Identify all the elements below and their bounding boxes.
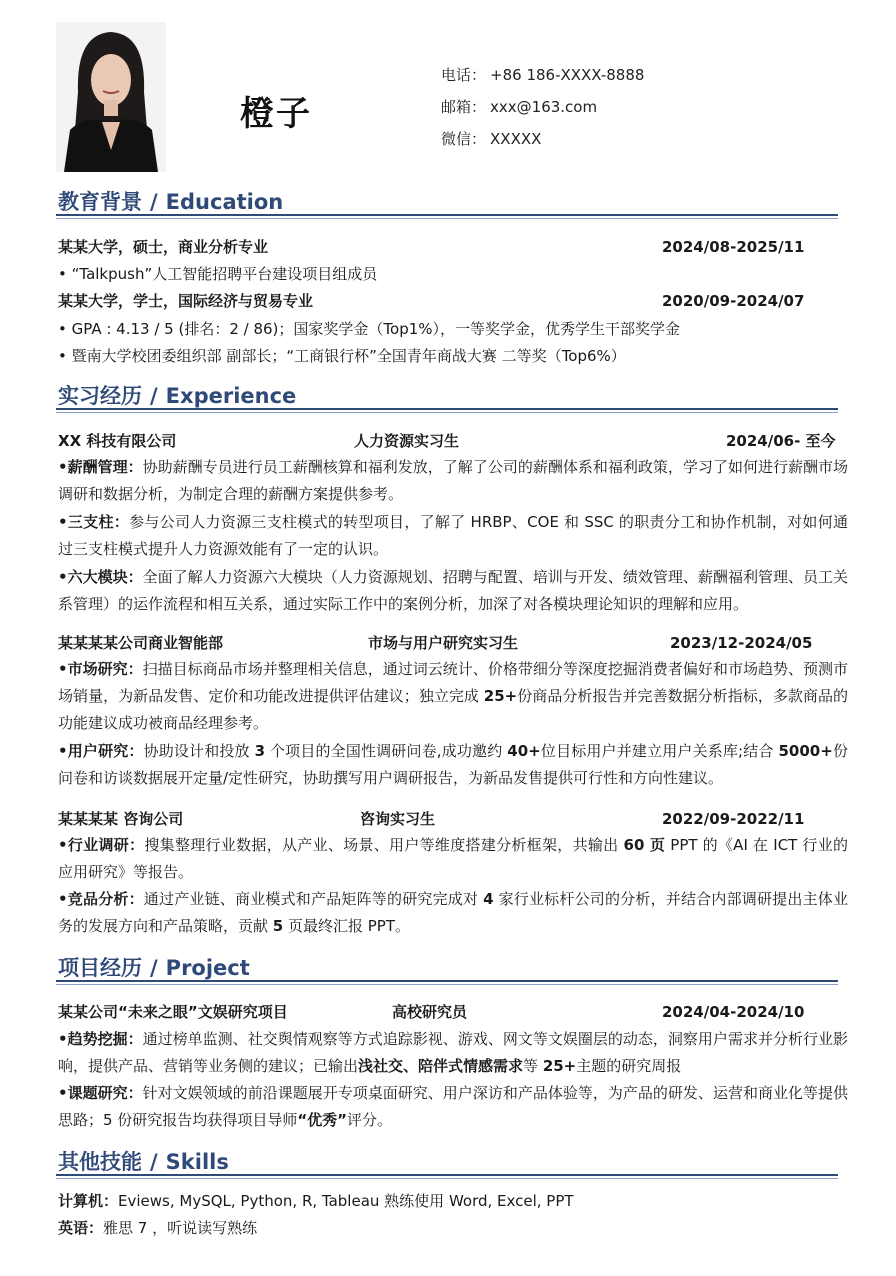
section-title-education	[58, 186, 283, 216]
profile-photo	[56, 22, 166, 172]
bullet-key: •用户研究：	[58, 742, 144, 760]
section-en: Project	[165, 956, 250, 980]
section-divider	[56, 408, 838, 413]
bullet-text: 等	[523, 1057, 543, 1075]
date-range: 2024/08-2025/11	[662, 238, 805, 256]
section-sep: /	[150, 1150, 158, 1174]
bullet-highlight: 5000+	[778, 742, 833, 760]
section-en: Experience	[165, 384, 297, 408]
bullet-text: 个项目的全国性调研问卷,成功邀约	[265, 742, 508, 760]
bullet-text: 协助设计和投放	[143, 742, 255, 760]
date-range: 2020/09-2024/07	[662, 292, 805, 310]
bullet-key: •行业调研：	[58, 836, 145, 854]
bullet-key: •趋势挖掘：	[58, 1030, 143, 1048]
project-role: 高校研究员	[392, 1003, 468, 1021]
bullet-text: 主题的研究周报	[576, 1057, 682, 1075]
bullet-highlight: 5	[272, 917, 284, 935]
education-bullet: • GPA : 4.13 / 5 (排名：2 / 86)；国家奖学金（Top1%），一等奖学金，优秀学生干部奖学金	[58, 320, 681, 338]
avatar	[56, 22, 166, 172]
school-name: 某某大学，硕士，商业分析专业	[58, 238, 269, 256]
bullet-key: •课题研究：	[58, 1084, 143, 1102]
job-header	[58, 810, 848, 828]
job-bullet	[58, 509, 848, 563]
phone-label: 电话：	[441, 66, 487, 84]
wechat-line	[441, 128, 541, 149]
date-range: 2024/06- 至今	[726, 432, 836, 450]
phone-line	[441, 64, 644, 85]
job-header	[58, 634, 848, 652]
section-divider	[56, 980, 838, 985]
bullet-text: 家行业标杆公司的分析，并结合内部调研提出主体业务的发展方向和产品策略，贡献	[58, 890, 848, 935]
phone-value: +86 186-XXXX-8888	[490, 66, 645, 84]
bullet-text: 针对文娱领域的前沿课题展开专项桌面研究、用户深访和产品体验等，为产品的研发、运营和商业化等提供思路；5 份研究报告均获得项目导师	[58, 1084, 848, 1129]
bullet-text: 通过榜单监测、社交舆情观察等方式追踪影视、游戏、网文等文娱圈层的动态，洞察用户需求并分析行业影响，提供产品、营销等业务侧的建议；已输出	[58, 1030, 848, 1075]
job-bullet	[58, 832, 848, 886]
job-header	[58, 432, 848, 450]
education-entry-header	[58, 238, 848, 256]
company-name: XX 科技有限公司	[58, 432, 177, 450]
education-entry-header	[58, 292, 848, 310]
section-cn: 教育背景	[58, 190, 142, 214]
bullet-highlight: 25+	[542, 1057, 577, 1075]
job-bullet	[58, 886, 848, 940]
section-en: Skills	[165, 1150, 229, 1174]
bullet-key: •三支柱：	[58, 513, 130, 531]
bullet-highlight: 浅社交、陪伴式情感需求	[358, 1057, 524, 1075]
section-sep: /	[150, 384, 158, 408]
job-bullet	[58, 738, 848, 792]
bullet-key: •市场研究：	[58, 660, 143, 678]
date-range: 2022/09-2022/11	[662, 810, 805, 828]
section-cn: 项目经历	[58, 956, 142, 980]
bullet-key: •薪酬管理：	[58, 458, 143, 476]
skills-computer	[58, 1190, 574, 1211]
project-header	[58, 1003, 848, 1021]
section-divider	[56, 1174, 838, 1179]
section-title-project	[58, 952, 250, 982]
job-role: 咨询实习生	[360, 810, 436, 828]
bullet-highlight: 25+	[483, 687, 518, 705]
skill-label: 英语：	[58, 1219, 104, 1237]
bullet-text: 搜集整理行业数据，从产业、场景、用户等维度搭建分析框架，共输出	[144, 836, 624, 854]
date-range: 2024/04-2024/10	[662, 1003, 805, 1021]
section-en: Education	[165, 190, 284, 214]
education-bullet: • 暨南大学校团委组织部 副部长；“工商银行杯”全国青年商战大赛 二等奖（Top6%）	[58, 347, 626, 365]
section-cn: 其他技能	[58, 1150, 142, 1174]
wechat-value: XXXXX	[490, 130, 542, 148]
bullet-text: 全面了解人力资源六大模块（人力资源规划、招聘与配置、培训与开发、绩效管理、薪酬福利管理、员工关系管理）的运作流程和相互关系，通过实际工作中的案例分析，加深了对各模块理论知识的理解和应用。	[58, 568, 848, 613]
section-title-experience	[58, 380, 296, 410]
project-bullet	[58, 1080, 848, 1134]
section-divider	[56, 214, 838, 219]
section-title-skills	[58, 1146, 229, 1176]
bullet-text: PPT 的《AI 在 ICT 行业的应用研究》等报告。	[58, 836, 848, 881]
bullet-highlight: 4	[483, 890, 494, 908]
bullet-highlight: 60 页	[623, 836, 666, 854]
email-line	[441, 96, 597, 117]
bullet-text: 位目标用户并建立用户关系库;结合	[540, 742, 779, 760]
email-value: xxx@163.com	[490, 98, 598, 116]
section-sep: /	[150, 956, 158, 980]
skill-value: 雅思 7 ，听说读写熟练	[103, 1219, 258, 1237]
bullet-text: 通过产业链、商业模式和产品矩阵等的研究完成对	[143, 890, 484, 908]
bullet-key: •六大模块：	[58, 568, 143, 586]
school-name: 某某大学，学士，国际经济与贸易专业	[58, 292, 314, 310]
bullet-text: 参与公司人力资源三支柱模式的转型项目，了解了 HRBP、COE 和 SSC 的职责分工和协作机制，对如何通过三支柱模式提升人力资源效能有了一定的认识。	[58, 513, 849, 558]
bullet-highlight: “优秀”	[297, 1111, 348, 1129]
job-bullet	[58, 656, 848, 737]
job-role: 人力资源实习生	[354, 432, 460, 450]
bullet-highlight: 3	[254, 742, 266, 760]
skills-english	[58, 1217, 257, 1238]
section-sep: /	[150, 190, 158, 214]
wechat-label: 微信：	[441, 130, 487, 148]
project-bullet	[58, 1026, 848, 1080]
job-bullet	[58, 564, 848, 618]
education-bullet: • “Talkpush”人工智能招聘平台建设项目组成员	[58, 265, 378, 283]
date-range: 2023/12-2024/05	[670, 634, 813, 652]
bullet-key: •竞品分析：	[58, 890, 144, 908]
bullet-text: 份商品分析报告并完善数据分析指标，多款商品的功能建议成功被商品经理参考。	[58, 687, 848, 732]
project-name: 某某公司“未来之眼”文娱研究项目	[58, 1003, 288, 1021]
company-name: 某某某某公司商业智能部	[58, 634, 224, 652]
company-name: 某某某某 咨询公司	[58, 810, 184, 828]
job-role: 市场与用户研究实习生	[368, 634, 519, 652]
bullet-text: 协助薪酬专员进行员工薪酬核算和福利发放，了解了公司的薪酬体系和福利政策，学习了如何进行薪酬市场调研和数据分析，为制定合理的薪酬方案提供参考。	[58, 458, 848, 503]
bullet-text: 页最终汇报 PPT。	[283, 917, 411, 935]
skill-value: Eviews, MySQL, Python, R, Tableau 熟练使用 Word, Excel, PPT	[118, 1192, 574, 1210]
candidate-name: 橙子	[240, 94, 312, 134]
bullet-text: 份问卷和访谈数据展开定量/定性研究，协助撰写用户调研报告，为新品发售提供可行性和方向性建议。	[58, 742, 848, 787]
job-bullet	[58, 454, 848, 508]
skill-label: 计算机：	[58, 1192, 119, 1210]
bullet-text: 扫描目标商品市场并整理相关信息，通过词云统计、价格带细分等深度挖掘消费者偏好和市场趋势、预测市场销量，为新品发售、定价和功能改进提供评估建议；独立完成	[58, 660, 848, 705]
bullet-text: 评分。	[347, 1111, 393, 1129]
section-cn: 实习经历	[58, 384, 142, 408]
bullet-highlight: 40+	[507, 742, 541, 760]
email-label: 邮箱：	[441, 98, 487, 116]
